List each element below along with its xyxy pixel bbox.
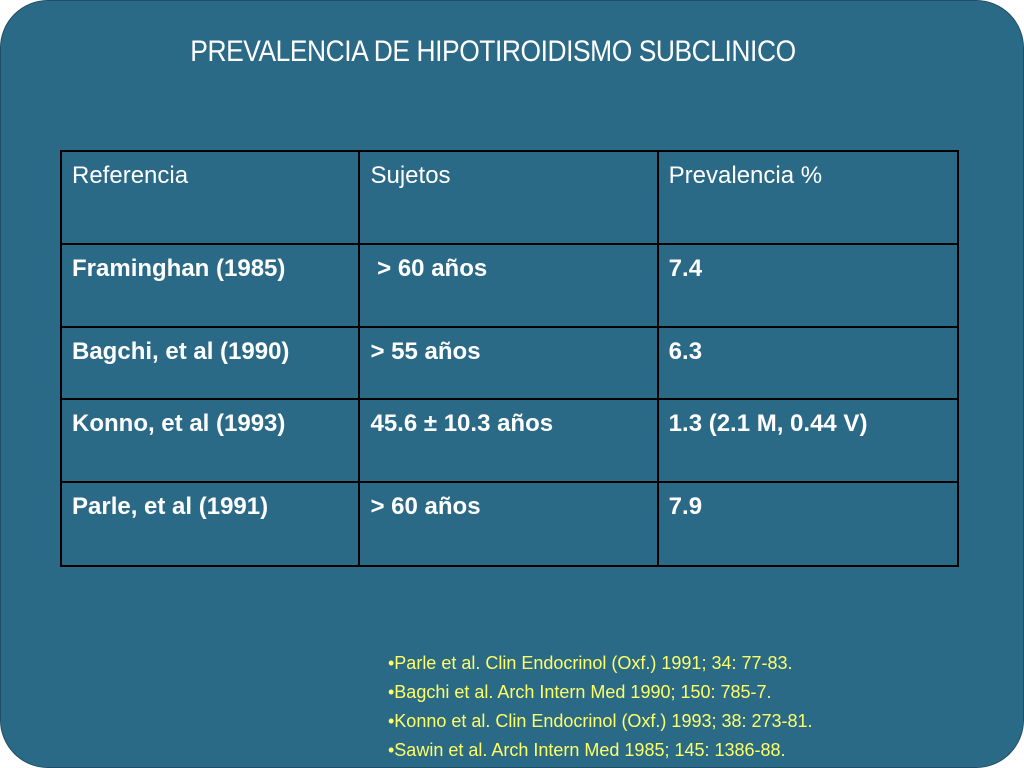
table-cell-subjects: > 55 años: [359, 327, 657, 399]
table-row: [61, 327, 958, 399]
table-cell-subjects: 45.6 ± 10.3 años: [359, 399, 657, 482]
header-cell-referencia: Referencia: [61, 151, 359, 244]
table-cell-prevalence: 7.9: [658, 482, 958, 566]
table-header-row: [61, 151, 958, 244]
table-cell-reference: Parle, et al (1991): [61, 482, 359, 566]
slide-title: PREVALENCIA DE HIPOTIROIDISMO SUBCLINICO: [190, 35, 796, 68]
table-cell-subjects: > 60 años: [359, 244, 657, 327]
table-cell-reference: Framinghan (1985): [61, 244, 359, 327]
reference-item: •Bagchi et al. Arch Intern Med 1990; 150: 785-7.: [388, 682, 772, 702]
table-cell-prevalence: 1.3 (2.1 M, 0.44 V): [658, 399, 958, 482]
header-cell-prevalencia: Prevalencia %: [658, 151, 958, 244]
table-cell-subjects: > 60 años: [359, 482, 657, 566]
table-row: [61, 244, 958, 327]
references-list: [388, 649, 1008, 765]
table-cell-prevalence: 7.4: [658, 244, 958, 327]
table-cell-reference: Konno, et al (1993): [61, 399, 359, 482]
table-cell-prevalence: 6.3: [658, 327, 958, 399]
table-cell-reference: Bagchi, et al (1990): [61, 327, 359, 399]
header-cell-sujetos: Sujetos: [359, 151, 657, 244]
reference-item: •Konno et al. Clin Endocrinol (Oxf.) 1993; 38: 273-81.: [388, 711, 813, 731]
table-row: [61, 399, 958, 482]
reference-item: •Sawin et al. Arch Intern Med 1985; 145: 1386-88.: [388, 740, 786, 760]
reference-item: •Parle et al. Clin Endocrinol (Oxf.) 1991; 34: 77-83.: [388, 653, 793, 673]
prevalence-table: [60, 150, 959, 567]
table-row: [61, 482, 958, 566]
